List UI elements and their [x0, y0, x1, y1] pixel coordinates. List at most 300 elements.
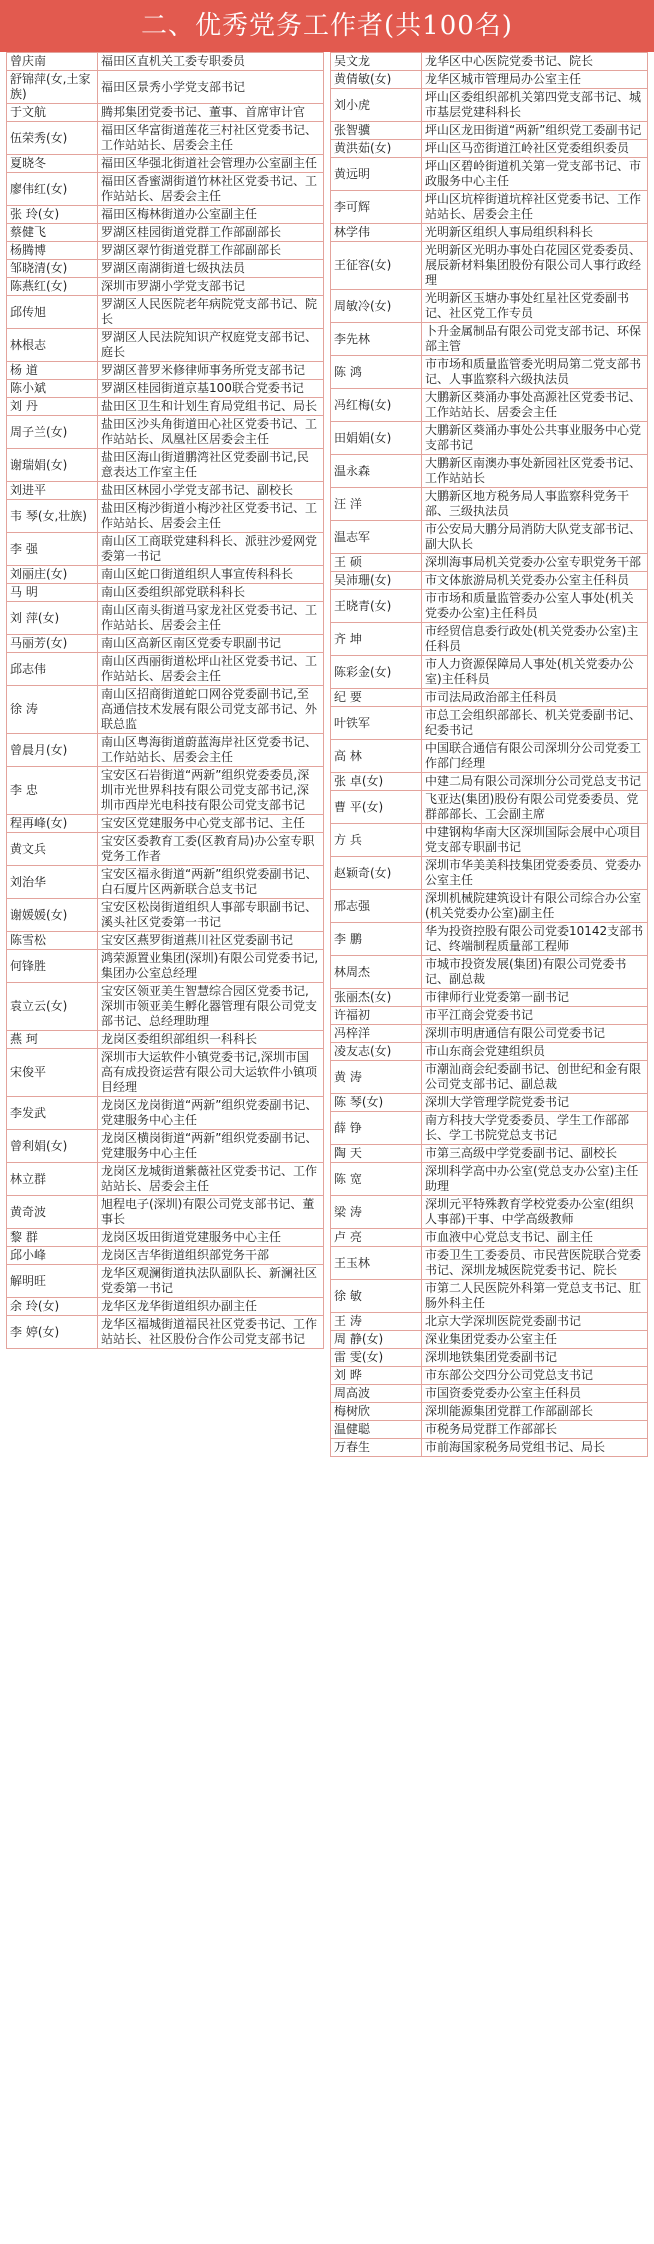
table-row	[331, 707, 648, 740]
table-row	[331, 773, 648, 791]
person-name: 王晓青(女)	[331, 590, 422, 623]
table-row	[7, 104, 324, 122]
table-row	[7, 71, 324, 104]
table-row	[7, 767, 324, 815]
left-column	[6, 52, 324, 1457]
person-title: 市山东商会党建组织员	[422, 1043, 648, 1061]
person-title: 市委卫生工委委员、市民营医院联合党委书记、深圳龙城医院党委书记、院长	[422, 1247, 648, 1280]
person-name: 黎 群	[7, 1229, 98, 1247]
person-name: 徐 涛	[7, 686, 98, 734]
person-title: 市总工会组织部部长、机关党委副书记、纪委书记	[422, 707, 648, 740]
person-name: 黄奇波	[7, 1196, 98, 1229]
table-row	[7, 122, 324, 155]
table-row	[7, 815, 324, 833]
person-name: 李 婷(女)	[7, 1316, 98, 1349]
person-name: 宋俊平	[7, 1049, 98, 1097]
person-name: 谢媛媛(女)	[7, 899, 98, 932]
person-title: 腾邦集团党委书记、董事、首席审计官	[98, 104, 324, 122]
table-row	[331, 1349, 648, 1367]
person-name: 刘进平	[7, 482, 98, 500]
table-row	[7, 899, 324, 932]
table-row	[331, 989, 648, 1007]
person-title: 龙岗区吉华街道组织部党务干部	[98, 1247, 324, 1265]
person-name: 夏晓冬	[7, 155, 98, 173]
person-name: 薛 铮	[331, 1112, 422, 1145]
table-row	[7, 482, 324, 500]
table-row	[7, 584, 324, 602]
person-name: 林立群	[7, 1163, 98, 1196]
person-name: 陈燕红(女)	[7, 278, 98, 296]
table-row	[331, 590, 648, 623]
table-row	[331, 1313, 648, 1331]
person-title: 深圳海事局机关党委办公室专职党务干部	[422, 554, 648, 572]
person-title: 龙岗区横岗街道“两新”组织党委副书记、党建服务中心主任	[98, 1130, 324, 1163]
person-name: 林根志	[7, 329, 98, 362]
table-row	[7, 1196, 324, 1229]
person-title: 龙华区龙华街道组织办副主任	[98, 1298, 324, 1316]
person-name: 方 兵	[331, 824, 422, 857]
person-name: 高 林	[331, 740, 422, 773]
table-row	[7, 602, 324, 635]
person-title: 南山区高新区南区党委专职副书记	[98, 635, 324, 653]
table-row	[331, 656, 648, 689]
table-row	[7, 1130, 324, 1163]
person-title: 大鹏新区葵涌办事处公共事业服务中心党支部书记	[422, 422, 648, 455]
table-row	[7, 296, 324, 329]
table-row	[7, 950, 324, 983]
person-name: 解明旺	[7, 1265, 98, 1298]
person-name: 陈 宽	[331, 1163, 422, 1196]
person-name: 叶铁军	[331, 707, 422, 740]
table-row	[7, 1265, 324, 1298]
person-title: 光明新区光明办事处白花园区党委委员、展辰新材料集团股份有限公司人事行政经理	[422, 242, 648, 290]
table-row	[331, 389, 648, 422]
table-row	[331, 1196, 648, 1229]
person-title: 深圳市明唐通信有限公司党委书记	[422, 1025, 648, 1043]
person-name: 邱志伟	[7, 653, 98, 686]
person-name: 徐 敏	[331, 1280, 422, 1313]
table-row	[7, 635, 324, 653]
table-row	[331, 1247, 648, 1280]
person-name: 李 强	[7, 533, 98, 566]
person-name: 陈雪松	[7, 932, 98, 950]
table-row	[331, 1043, 648, 1061]
person-name: 吴沛珊(女)	[331, 572, 422, 590]
table-row	[331, 890, 648, 923]
person-name: 凌友志(女)	[331, 1043, 422, 1061]
person-title: 宝安区委教育工委(区教育局)办公室专职党务工作者	[98, 833, 324, 866]
person-title: 龙岗区坂田街道党建服务中心主任	[98, 1229, 324, 1247]
person-name: 梁 涛	[331, 1196, 422, 1229]
person-title: 福田区直机关工委专职委员	[98, 53, 324, 71]
person-title: 罗湖区翠竹街道党群工作部副部长	[98, 242, 324, 260]
table-row	[7, 329, 324, 362]
table-row	[331, 53, 648, 71]
person-name: 冯红梅(女)	[331, 389, 422, 422]
table-row	[331, 1367, 648, 1385]
person-title: 龙岗区龙城街道紫薇社区党委书记、工作站站长、居委会主任	[98, 1163, 324, 1196]
table-row	[331, 572, 648, 590]
table-row	[7, 155, 324, 173]
person-name: 刘 丹	[7, 398, 98, 416]
person-title: 坪山区委组织部机关第四党支部书记、城市基层党建科科长	[422, 89, 648, 122]
person-name: 汪 洋	[331, 488, 422, 521]
table-row	[331, 1385, 648, 1403]
table-row	[331, 158, 648, 191]
table-row	[331, 1007, 648, 1025]
person-title: 飞亚达(集团)股份有限公司党委委员、党群部部长、工会副主席	[422, 791, 648, 824]
person-title: 南山区工商联党建科科长、派驻沙爱网党委第一书记	[98, 533, 324, 566]
person-name: 梅树欣	[331, 1403, 422, 1421]
person-title: 龙华区中心医院党委书记、院长	[422, 53, 648, 71]
person-title: 市市场和质量监管委办公室人事处(机关党委办公室)主任科员	[422, 590, 648, 623]
table-row	[331, 89, 648, 122]
person-title: 坪山区坑梓街道坑梓社区党委书记、工作站站长、居委会主任	[422, 191, 648, 224]
table-row	[331, 1229, 648, 1247]
person-name: 伍荣秀(女)	[7, 122, 98, 155]
table-row	[7, 1298, 324, 1316]
person-title: 市税务局党群工作部部长	[422, 1421, 648, 1439]
person-title: 中建钢构华南大区深圳国际会展中心项目党支部专职副书记	[422, 824, 648, 857]
person-title: 罗湖区普罗米修律师事务所党支部书记	[98, 362, 324, 380]
table-row	[331, 323, 648, 356]
person-title: 市国资委党委办公室主任科员	[422, 1385, 648, 1403]
person-title: 南方科技大学党委委员、学生工作部部长、学工书院党总支书记	[422, 1112, 648, 1145]
person-name: 周敏冷(女)	[331, 290, 422, 323]
person-title: 坪山区碧岭街道机关第一党支部书记、市政服务中心主任	[422, 158, 648, 191]
person-title: 盐田区海山街道鹏湾社区党委副书记,民意表达工作室主任	[98, 449, 324, 482]
person-name: 林周杰	[331, 956, 422, 989]
person-title: 市经贸信息委行政处(机关党委办公室)主任科员	[422, 623, 648, 656]
person-title: 盐田区林园小学党支部书记、副校长	[98, 482, 324, 500]
table-row	[7, 173, 324, 206]
person-name: 程再峰(女)	[7, 815, 98, 833]
table-row	[331, 290, 648, 323]
person-title: 市第三高级中学党委副书记、副校长	[422, 1145, 648, 1163]
person-name: 陈 琴(女)	[331, 1094, 422, 1112]
person-title: 深圳市华美美科技集团党委委员、党委办公室主任	[422, 857, 648, 890]
person-name: 邹晓清(女)	[7, 260, 98, 278]
person-title: 宝安区党建服务中心党支部书记、主任	[98, 815, 324, 833]
table-row	[7, 380, 324, 398]
person-title: 中国联合通信有限公司深圳分公司党委工作部门经理	[422, 740, 648, 773]
person-title: 宝安区领亚美生智慧综合园区党委书记,深圳市领亚美生孵化器管理有限公司党支部书记、总经理助理	[98, 983, 324, 1031]
person-name: 周 静(女)	[331, 1331, 422, 1349]
person-title: 福田区景秀小学党支部书记	[98, 71, 324, 104]
person-name: 王征容(女)	[331, 242, 422, 290]
person-name: 温志军	[331, 521, 422, 554]
person-title: 罗湖区人民医院老年病院党支部书记、院长	[98, 296, 324, 329]
person-name: 王 硕	[331, 554, 422, 572]
person-name: 刘治华	[7, 866, 98, 899]
table-row	[331, 488, 648, 521]
person-name: 陈 鸿	[331, 356, 422, 389]
person-name: 韦 琴(女,壮族)	[7, 500, 98, 533]
table-row	[7, 500, 324, 533]
table-row	[7, 983, 324, 1031]
person-title: 深圳元平特殊教育学校党委办公室(组织人事部)干事、中学高级教师	[422, 1196, 648, 1229]
table-row	[7, 398, 324, 416]
person-title: 旭程电子(深圳)有限公司党支部书记、董事长	[98, 1196, 324, 1229]
person-name: 曾利娟(女)	[7, 1130, 98, 1163]
person-name: 刘 晔	[331, 1367, 422, 1385]
person-title: 市公安局大鹏分局消防大队党支部书记、副大队长	[422, 521, 648, 554]
person-name: 马 明	[7, 584, 98, 602]
person-title: 坪山区马峦街道江岭社区党委组织委员	[422, 140, 648, 158]
table-row	[331, 242, 648, 290]
person-title: 市文体旅游局机关党委办公室主任科员	[422, 572, 648, 590]
person-title: 大鹏新区葵涌办事处高源社区党委书记、工作站站长、居委会主任	[422, 389, 648, 422]
person-name: 卢 亮	[331, 1229, 422, 1247]
person-title: 盐田区梅沙街道小梅沙社区党委书记、工作站站长、居委会主任	[98, 500, 324, 533]
person-title: 市律师行业党委第一副书记	[422, 989, 648, 1007]
person-title: 宝安区石岩街道“两新”组织党委委员,深圳市光世界科技有限公司党支部书记,深圳市西岸光电科技有限公司党支部书记	[98, 767, 324, 815]
table-row	[7, 932, 324, 950]
table-row	[7, 833, 324, 866]
person-name: 纪 要	[331, 689, 422, 707]
person-title: 罗湖区人民法院知识产权庭党支部书记、庭长	[98, 329, 324, 362]
person-title: 龙岗区委组织部组织一科科长	[98, 1031, 324, 1049]
person-name: 燕 珂	[7, 1031, 98, 1049]
table-row	[7, 1031, 324, 1049]
person-title: 深圳能源集团党群工作部副部长	[422, 1403, 648, 1421]
person-name: 黄文兵	[7, 833, 98, 866]
person-title: 宝安区燕罗街道燕川社区党委副书记	[98, 932, 324, 950]
person-title: 盐田区沙头角街道田心社区党委书记、工作站站长、凤凰社区居委会主任	[98, 416, 324, 449]
table-row	[7, 686, 324, 734]
person-name: 张 玲(女)	[7, 206, 98, 224]
person-name: 黄 涛	[331, 1061, 422, 1094]
person-title: 南山区粤海街道蔚蓝海岸社区党委书记、工作站站长、居委会主任	[98, 734, 324, 767]
person-title: 龙华区城市管理局办公室主任	[422, 71, 648, 89]
person-title: 大鹏新区地方税务局人事监察科党务干部、三级执法员	[422, 488, 648, 521]
person-title: 市潮汕商会纪委副书记、创世纪和金有限公司党支部书记、副总裁	[422, 1061, 648, 1094]
right-column	[330, 52, 648, 1457]
person-name: 吴文龙	[331, 53, 422, 71]
person-title: 南山区南头街道马家龙社区党委书记、工作站站长、居委会主任	[98, 602, 324, 635]
table-row	[7, 362, 324, 380]
person-title: 南山区蛇口街道组织人事宣传科科长	[98, 566, 324, 584]
person-name: 许福初	[331, 1007, 422, 1025]
person-title: 市平江商会党委书记	[422, 1007, 648, 1025]
table-row	[7, 1097, 324, 1130]
person-name: 齐 坤	[331, 623, 422, 656]
person-name: 何锋胜	[7, 950, 98, 983]
person-title: 市第二人民医院外科第一党总支书记、肛肠外科主任	[422, 1280, 648, 1313]
person-name: 林学伟	[331, 224, 422, 242]
person-title: 市人力资源保障局人事处(机关党委办公室)主任科员	[422, 656, 648, 689]
table-row	[7, 1316, 324, 1349]
person-title: 坪山区龙田街道“两新”组织党工委副书记	[422, 122, 648, 140]
person-title: 南山区西丽街道松坪山社区党委书记、工作站站长、居委会主任	[98, 653, 324, 686]
person-title: 盐田区卫生和计划生育局党组书记、局长	[98, 398, 324, 416]
table-row	[331, 1163, 648, 1196]
table-row	[7, 53, 324, 71]
table-row	[7, 566, 324, 584]
left-table	[6, 52, 324, 1349]
table-row	[7, 206, 324, 224]
table-row	[7, 1229, 324, 1247]
person-name: 张 卓(女)	[331, 773, 422, 791]
person-title: 光明新区玉塘办事处红星社区党委副书记、社区党工作专员	[422, 290, 648, 323]
person-name: 舒锦萍(女,土家族)	[7, 71, 98, 104]
table-row	[331, 1421, 648, 1439]
person-name: 李 忠	[7, 767, 98, 815]
table-row	[331, 923, 648, 956]
person-name: 陈彩金(女)	[331, 656, 422, 689]
person-title: 市东部公交四分公司党总支书记	[422, 1367, 648, 1385]
person-title: 深圳地铁集团党委副书记	[422, 1349, 648, 1367]
person-title: 罗湖区桂园街道京基100联合党委书记	[98, 380, 324, 398]
person-title: 龙岗区龙岗街道“两新”组织党委副书记、党建服务中心主任	[98, 1097, 324, 1130]
person-title: 市司法局政治部主任科员	[422, 689, 648, 707]
person-name: 李先林	[331, 323, 422, 356]
right-table	[330, 52, 648, 1457]
table-row	[7, 242, 324, 260]
table-row	[331, 791, 648, 824]
person-title: 市市场和质量监管委光明局第二党支部书记、人事监察科六级执法员	[422, 356, 648, 389]
person-name: 蔡健飞	[7, 224, 98, 242]
person-name: 余 玲(女)	[7, 1298, 98, 1316]
person-title: 福田区梅林街道办公室副主任	[98, 206, 324, 224]
table-row	[7, 416, 324, 449]
person-title: 市城市投资发展(集团)有限公司党委书记、副总裁	[422, 956, 648, 989]
table-row	[331, 422, 648, 455]
table-row	[331, 191, 648, 224]
person-name: 廖伟红(女)	[7, 173, 98, 206]
table-row	[331, 1331, 648, 1349]
person-title: 北京大学深圳医院党委副书记	[422, 1313, 648, 1331]
person-name: 杨 道	[7, 362, 98, 380]
person-name: 邢志强	[331, 890, 422, 923]
person-name: 冯梓洋	[331, 1025, 422, 1043]
person-title: 深业集团党委办公室主任	[422, 1331, 648, 1349]
table-row	[331, 824, 648, 857]
person-title: 宝安区福永街道“两新”组织党委副书记、白石厦片区两新联合总支书记	[98, 866, 324, 899]
person-title: 福田区香蜜湖街道竹林社区党委书记、工作站站长、居委会主任	[98, 173, 324, 206]
table-row	[7, 260, 324, 278]
person-name: 雷 雯(女)	[331, 1349, 422, 1367]
person-title: 福田区华强北街道社会管理办公室副主任	[98, 155, 324, 173]
table-row	[7, 1163, 324, 1196]
person-name: 周子兰(女)	[7, 416, 98, 449]
table-row	[7, 224, 324, 242]
table-row	[331, 857, 648, 890]
person-title: 鸿荣源置业集团(深圳)有限公司党委书记,集团办公室总经理	[98, 950, 324, 983]
person-name: 李发武	[7, 1097, 98, 1130]
table-row	[331, 1094, 648, 1112]
person-name: 田娟娟(女)	[331, 422, 422, 455]
person-name: 刘 萍(女)	[7, 602, 98, 635]
person-name: 马丽芳(女)	[7, 635, 98, 653]
table-row	[7, 653, 324, 686]
table-row	[331, 1112, 648, 1145]
person-name: 王玉林	[331, 1247, 422, 1280]
person-title: 市血液中心党总支书记、副主任	[422, 1229, 648, 1247]
person-title: 罗湖区南湖街道七级执法员	[98, 260, 324, 278]
section-title-banner	[0, 0, 654, 52]
person-title: 深圳机械院建筑设计有限公司综合办公室(机关党委办公室)副主任	[422, 890, 648, 923]
table-row	[331, 122, 648, 140]
table-row	[331, 521, 648, 554]
person-name: 温健聪	[331, 1421, 422, 1439]
columns	[0, 52, 654, 1457]
table-row	[7, 734, 324, 767]
table-row	[331, 956, 648, 989]
person-title: 卜升金属制品有限公司党支部书记、环保部主管	[422, 323, 648, 356]
person-name: 周高波	[331, 1385, 422, 1403]
person-title: 深圳大学管理学院党委书记	[422, 1094, 648, 1112]
person-name: 李 鹏	[331, 923, 422, 956]
person-title: 中建二局有限公司深圳分公司党总支书记	[422, 773, 648, 791]
person-name: 曾晨月(女)	[7, 734, 98, 767]
person-name: 陈小斌	[7, 380, 98, 398]
table-row	[331, 1145, 648, 1163]
person-name: 黄远明	[331, 158, 422, 191]
person-title: 华为投资控股有限公司党委10142支部书记、终端制程质量部工程师	[422, 923, 648, 956]
person-title: 市前海国家税务局党组书记、局长	[422, 1439, 648, 1457]
person-title: 南山区招商街道蛇口网谷党委副书记,至高通信技术发展有限公司党支部书记、外联总监	[98, 686, 324, 734]
table-row	[7, 533, 324, 566]
table-row	[331, 1280, 648, 1313]
person-title: 罗湖区桂园街道党群工作部副部长	[98, 224, 324, 242]
person-title: 龙华区观澜街道执法队副队长、新澜社区党委第一书记	[98, 1265, 324, 1298]
person-name: 万春生	[331, 1439, 422, 1457]
table-row	[331, 1403, 648, 1421]
person-name: 曹 平(女)	[331, 791, 422, 824]
table-row	[331, 356, 648, 389]
person-name: 张丽杰(女)	[331, 989, 422, 1007]
person-title: 龙华区福城街道福民社区党委书记、工作站站长、社区股份合作公司党支部书记	[98, 1316, 324, 1349]
table-row	[331, 623, 648, 656]
table-row	[331, 455, 648, 488]
table-row	[331, 1061, 648, 1094]
person-title: 深圳科学高中办公室(党总支办公室)主任助理	[422, 1163, 648, 1196]
person-name: 于文航	[7, 104, 98, 122]
person-name: 黄倩敏(女)	[331, 71, 422, 89]
table-row	[7, 278, 324, 296]
table-row	[331, 140, 648, 158]
person-name: 谢瑞娟(女)	[7, 449, 98, 482]
person-name: 陶 天	[331, 1145, 422, 1163]
table-row	[331, 689, 648, 707]
person-name: 杨腾博	[7, 242, 98, 260]
person-name: 邱小峰	[7, 1247, 98, 1265]
table-row	[331, 1439, 648, 1457]
table-row	[331, 740, 648, 773]
table-row	[331, 224, 648, 242]
person-name: 李可辉	[331, 191, 422, 224]
person-name: 邱传旭	[7, 296, 98, 329]
person-title: 深圳市罗湖小学党支部书记	[98, 278, 324, 296]
person-name: 曾庆南	[7, 53, 98, 71]
person-name: 黄洪茹(女)	[331, 140, 422, 158]
person-name: 刘小虎	[331, 89, 422, 122]
person-name: 刘丽庄(女)	[7, 566, 98, 584]
person-name: 王 涛	[331, 1313, 422, 1331]
person-title: 南山区委组织部党联科科长	[98, 584, 324, 602]
person-name: 温永森	[331, 455, 422, 488]
table-row	[7, 866, 324, 899]
table-row	[331, 1025, 648, 1043]
person-title: 光明新区组织人事局组织科科长	[422, 224, 648, 242]
table-row	[331, 554, 648, 572]
table-row	[331, 71, 648, 89]
person-title: 深圳市大运软件小镇党委书记,深圳市国高有成投资运营有限公司大运软件小镇项目经理	[98, 1049, 324, 1097]
person-name: 赵颖奇(女)	[331, 857, 422, 890]
table-row	[7, 1049, 324, 1097]
table-row	[7, 449, 324, 482]
